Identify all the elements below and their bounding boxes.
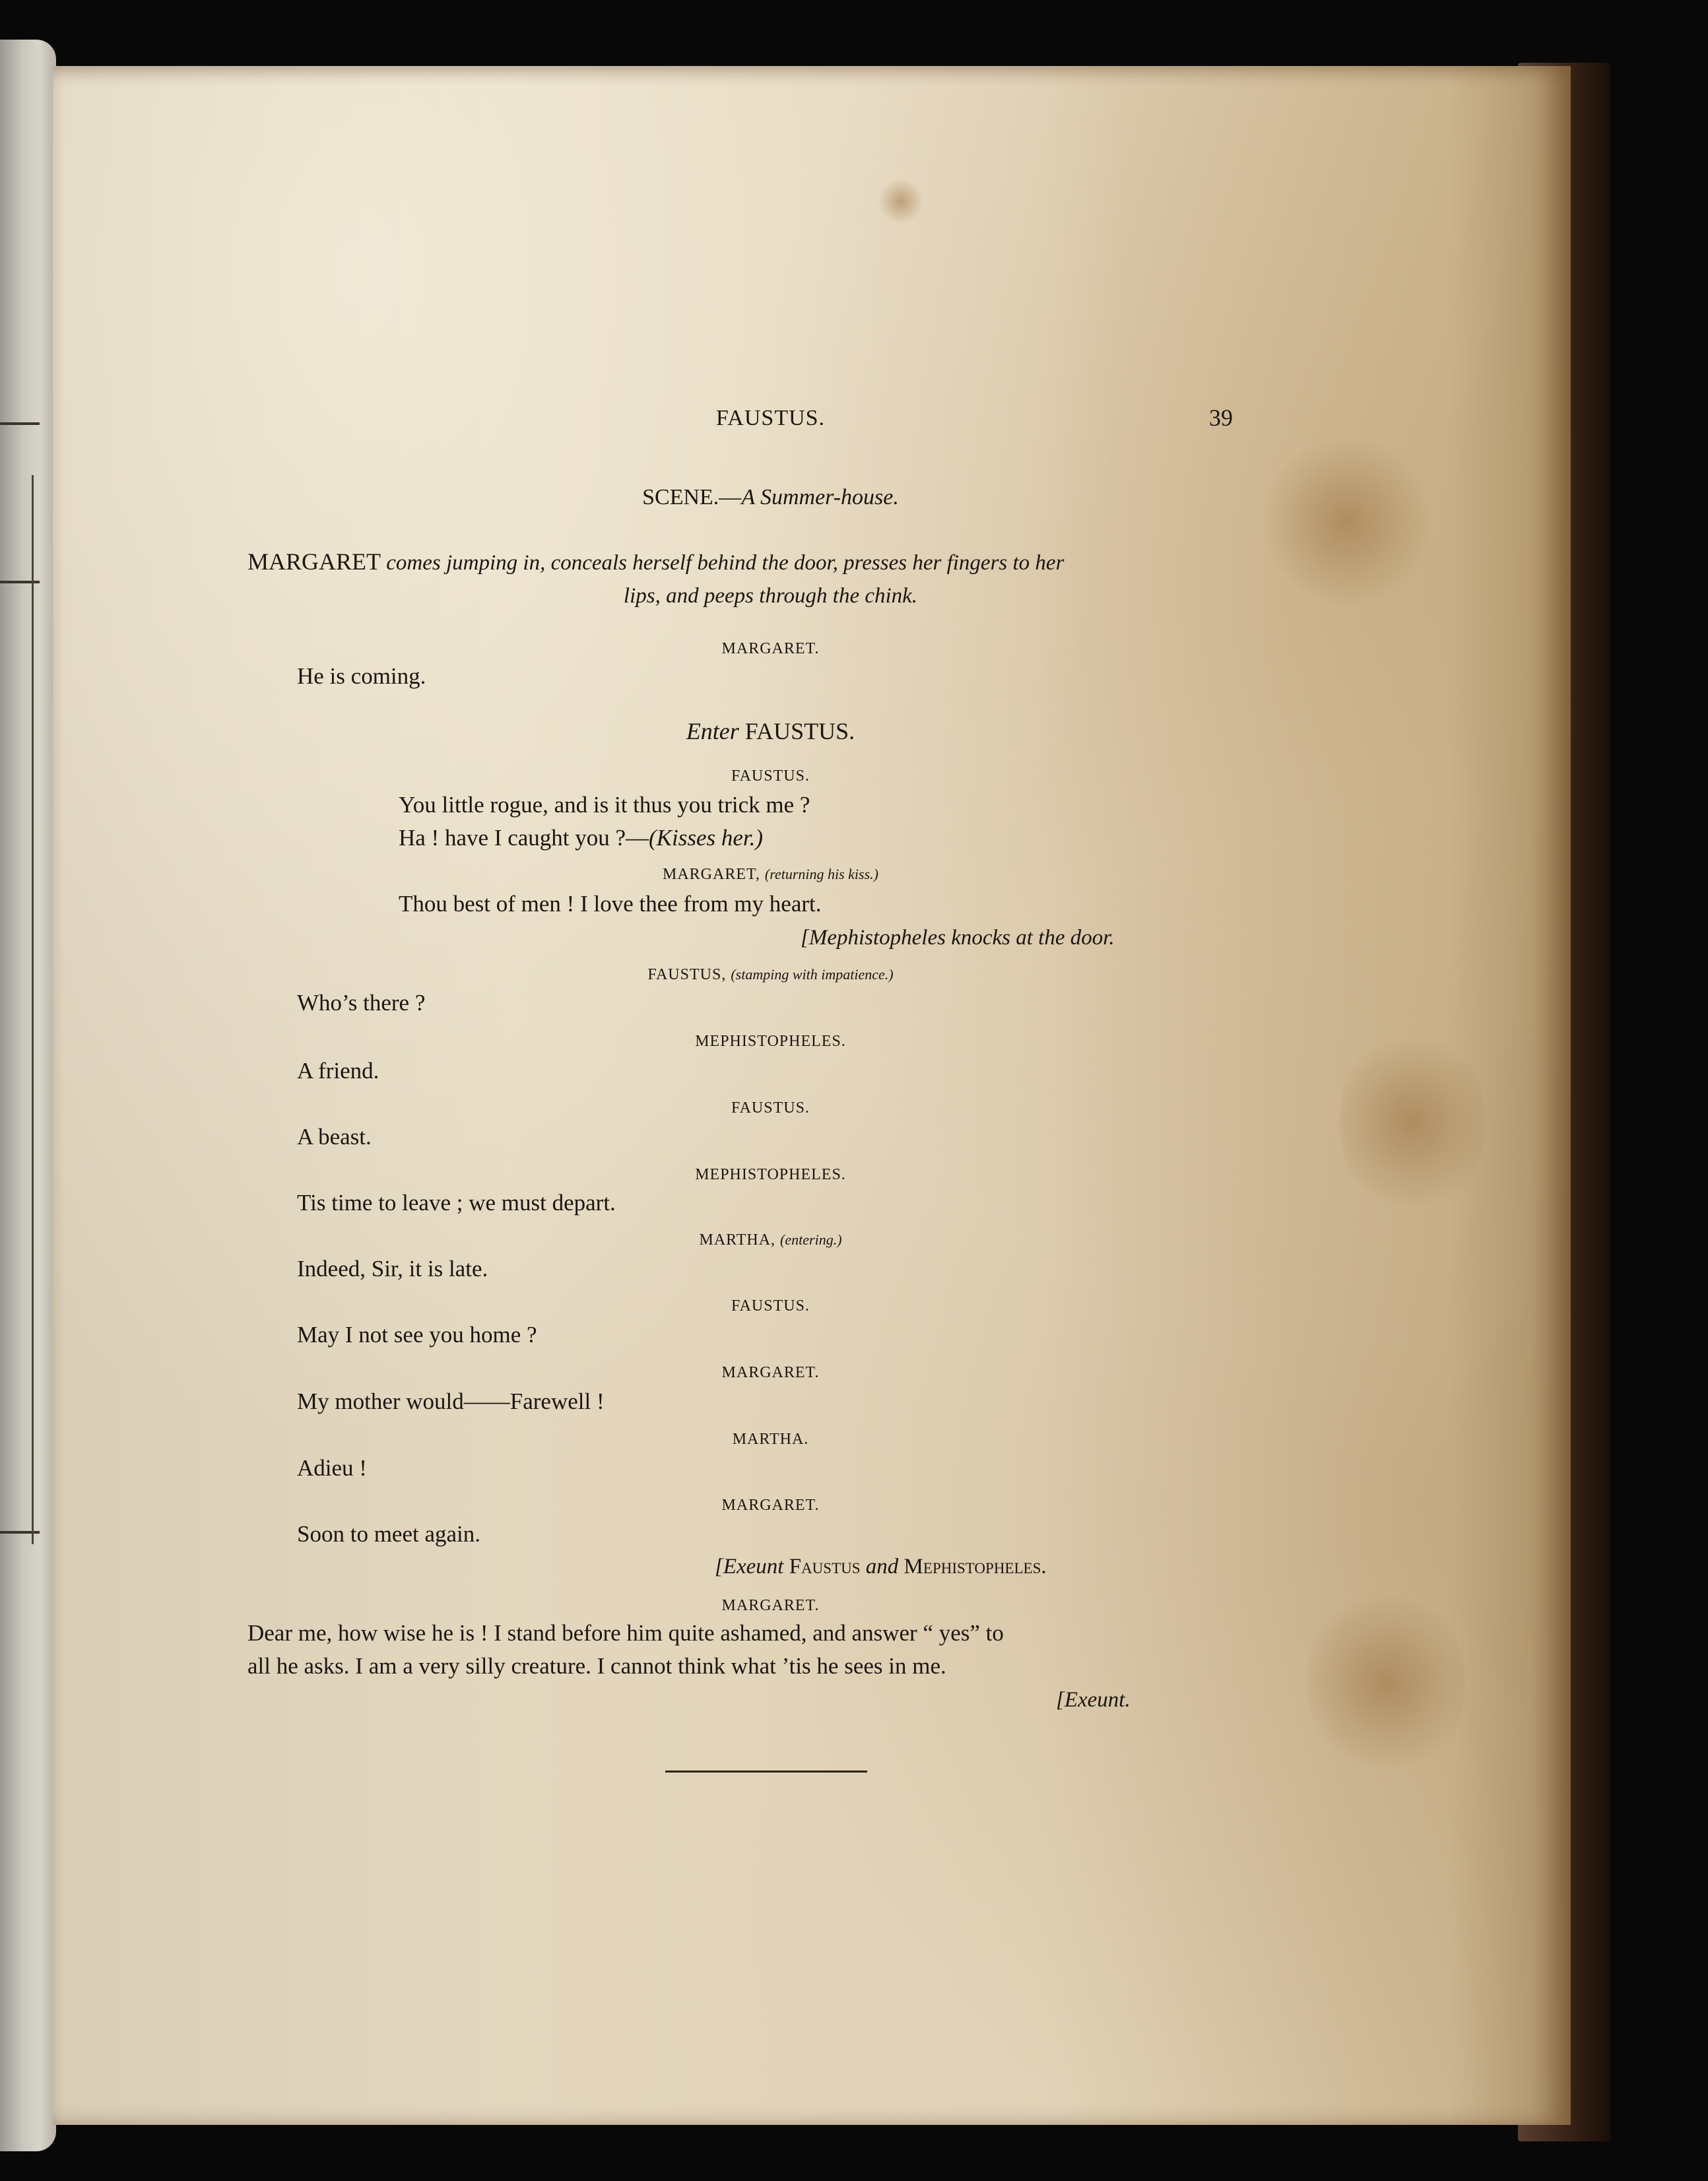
speaker-name: MARGARET, — [662, 866, 760, 883]
page-number: 39 — [1209, 405, 1233, 431]
speech-line: Tis time to leave ; we must depart. — [297, 1190, 616, 1216]
facing-page-rule — [0, 581, 40, 583]
foxing-stain — [1261, 436, 1432, 607]
speaker-name: MARGARET. — [721, 1597, 820, 1614]
speaker-direction: (returning his kiss.) — [764, 866, 878, 882]
speaker-name: MARGARET. — [721, 1364, 820, 1381]
book-page — [53, 66, 1571, 2125]
speech-line: A beast. — [297, 1124, 372, 1150]
speaker-with-direction — [53, 966, 1488, 984]
facing-page-edge — [0, 40, 56, 2151]
speech-line: My mother would——Farewell ! — [297, 1388, 605, 1414]
facing-page-rule — [0, 422, 40, 425]
speaker-name: FAUSTUS. — [731, 1099, 810, 1117]
enter-word: Enter — [686, 718, 739, 744]
facing-page-vertical-rule — [32, 475, 34, 1544]
speaker-name: MARGARET. — [721, 1497, 820, 1514]
speech-line: May I not see you home ? — [297, 1322, 537, 1348]
opening-direction-text: comes jumping in, conceals herself behind the door, presses her fingers to her — [386, 551, 1065, 575]
speaker-name: FAUSTUS. — [731, 767, 810, 785]
closing-rule — [665, 1771, 867, 1773]
verse-text: Ha ! have I caught you ?— — [399, 825, 649, 851]
final-exit-direction: [Exeunt. — [1056, 1688, 1131, 1712]
verse-line: Thou best of men ! I love thee from my heart. — [399, 891, 822, 917]
prose-line: Dear me, how wise he is ! I stand before him quite ashamed, and answer “ yes” to — [247, 1620, 1004, 1646]
scene-place: A Summer-house. — [741, 485, 899, 509]
prose-line: all he asks. I am a very silly creature. I cannot think what ’tis he sees in me. — [247, 1653, 946, 1679]
foxing-stain — [1340, 1023, 1485, 1221]
speech-line: Soon to meet again. — [297, 1521, 481, 1547]
speech-line: Indeed, Sir, it is late. — [297, 1256, 488, 1282]
running-head: FAUSTUS. — [715, 406, 826, 430]
verse-line — [399, 825, 763, 851]
stage-direction: [Mephistopheles knocks at the door. — [801, 926, 1115, 950]
speaker-name: MARTHA. — [732, 1431, 809, 1448]
speaker-name: MEPHISTOPHELES. — [695, 1166, 846, 1183]
speaker-name: FAUSTUS. — [731, 1297, 810, 1315]
speech-line: He is coming. — [297, 663, 426, 689]
speaker-name: MARGARET. — [721, 640, 820, 657]
opening-direction-line2: lips, and peeps through the chink. — [623, 584, 918, 608]
enter-name: FAUSTUS. — [744, 718, 855, 744]
inline-direction: (Kisses her.) — [649, 825, 764, 851]
speaker-name: MARTHA, — [699, 1231, 776, 1249]
speaker-with-direction — [53, 1231, 1488, 1249]
speaker-name: MEPHISTOPHELES. — [695, 1033, 846, 1050]
scene-heading — [53, 485, 1488, 510]
foxing-spot — [878, 178, 924, 224]
speaker-name: FAUSTUS, — [647, 966, 727, 983]
speech-line: Who’s there ? — [297, 990, 426, 1016]
speaker-direction: (stamping with impatience.) — [731, 966, 894, 983]
scene-label: SCENE.— — [642, 485, 742, 509]
exeunt-character: Faustus — [789, 1555, 861, 1579]
opening-direction-name: MARGARET — [247, 548, 381, 575]
entrance-direction — [53, 717, 1488, 745]
opening-direction-line1 — [247, 548, 1064, 575]
exeunt-character: Mephistopheles. — [903, 1555, 1047, 1579]
verse-line: You little rogue, and is it thus you trick me ? — [399, 792, 810, 818]
exeunt-word: [Exeunt — [715, 1555, 784, 1579]
speaker-direction: (entering.) — [780, 1231, 842, 1248]
exeunt-conjunction: and — [865, 1555, 899, 1579]
facing-page-rule — [0, 1531, 40, 1534]
speaker-with-direction — [53, 866, 1488, 884]
speech-line: Adieu ! — [297, 1455, 367, 1481]
page-edge-shading — [1531, 66, 1571, 2125]
exit-direction — [715, 1555, 1047, 1579]
speech-line: A friend. — [297, 1058, 379, 1084]
